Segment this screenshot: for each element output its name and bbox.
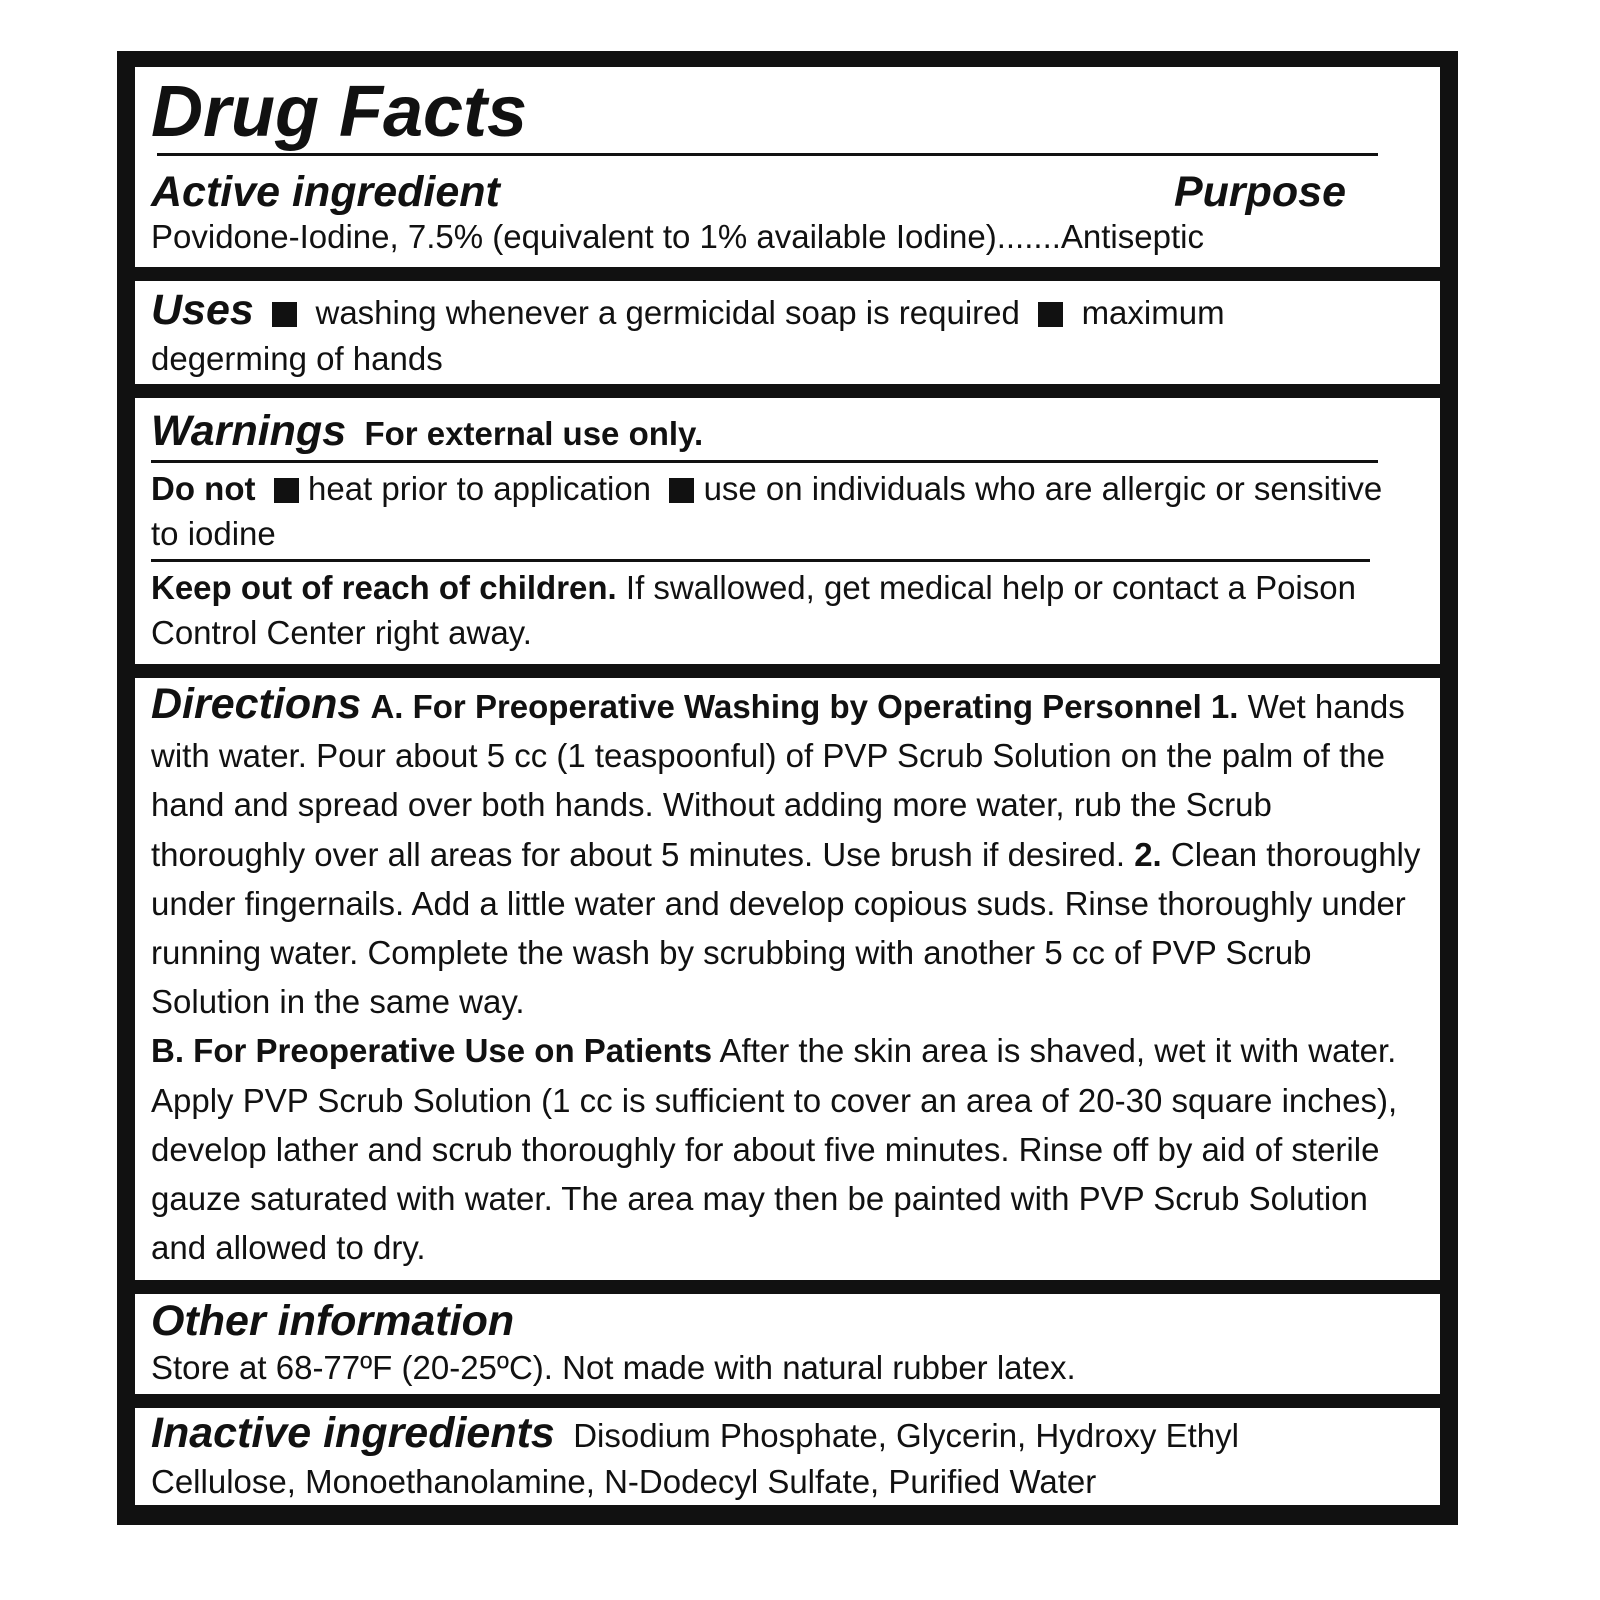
other-information-heading: Other information xyxy=(151,1297,515,1345)
label-title: Drug Facts xyxy=(151,72,528,152)
warnings-divider xyxy=(151,559,1370,562)
warnings-heading: Warnings xyxy=(151,407,347,455)
directions-text xyxy=(151,680,1422,1272)
step-number: 2. xyxy=(1134,835,1162,873)
active-ingredient-line: Povidone-Iodine, 7.5% (equivalent to 1% available Iodine).......Antiseptic xyxy=(151,218,1204,255)
bullet-square-icon xyxy=(1038,302,1063,327)
do-not-text xyxy=(151,466,1390,556)
keep-out-detail: If swallowed, get medical help or contact a Poison Control Center right away. xyxy=(151,569,1356,651)
bullet-square-icon xyxy=(669,478,694,503)
external-use-warning: For external use only. xyxy=(364,415,704,452)
inactive-ingredients-text xyxy=(151,1410,1380,1505)
warnings-panel xyxy=(135,398,1440,664)
uses-panel xyxy=(135,281,1440,384)
directions-panel xyxy=(135,678,1440,1280)
bullet-square-icon xyxy=(272,302,297,327)
inactive-ingredients-panel xyxy=(135,1408,1440,1505)
step-text: Wet hands with water. Pour about 5 cc (1 teaspoonful) of PVP Scrub Solution on the palm of the hand and spread over both hands. Without adding more water, rub the Scrub thoroughly over all areas for about 5 minutes. Use brush if desired. xyxy=(151,688,1405,873)
other-information-panel xyxy=(135,1294,1440,1394)
bullet-square-icon xyxy=(274,478,299,503)
active-ingredient-heading: Active ingredient xyxy=(151,168,500,216)
uses-item: maximum degerming of hands xyxy=(151,294,1225,377)
uses-item: washing whenever a germicidal soap is required xyxy=(315,294,1020,331)
active-ingredient-panel xyxy=(135,67,1440,267)
directions-b-text: After the skin area is shaved, wet it with water. Apply PVP Scrub Solution (1 cc is sufficient to cover an area of 20-30 square inches), develop lather and scrub thoroughly for about five minutes. Rinse off by aid of sterile gauze saturated with water. The area may then be painted with PVP Scrub Solution and allowed to dry. xyxy=(151,1032,1398,1267)
inactive-ingredients-heading: Inactive ingredients xyxy=(151,1409,555,1457)
step-text: Clean thoroughly under fingernails. Add a little water and develop copious suds. Rinse thoroughly under running water. Complete the wash by scrubbing with another 5 cc of PVP Scrub Solution in the same way. xyxy=(151,835,1421,1021)
directions-heading: Directions xyxy=(151,680,362,728)
directions-a-heading: A. For Preoperative Washing by Operating Personnel xyxy=(370,688,1202,725)
do-not-label: Do not xyxy=(151,470,256,507)
purpose-heading: Purpose xyxy=(1173,168,1346,216)
drug-facts-label xyxy=(117,51,1458,1525)
warnings-divider xyxy=(151,460,1378,463)
do-not-item: use on individuals who are allergic or sensitive to iodine xyxy=(151,470,1383,552)
do-not-item: heat prior to application xyxy=(307,470,652,507)
step-number: 1. xyxy=(1210,688,1239,725)
keep-out-text xyxy=(151,565,1380,655)
uses-heading: Uses xyxy=(151,286,254,334)
uses-text xyxy=(151,287,1380,382)
title-divider xyxy=(157,153,1378,156)
inactive-ingredients-list: Disodium Phosphate, Glycerin, Hydroxy Ethyl Cellulose, Monoethanolamine, N-Dodecyl Sulfate, Purified Water xyxy=(151,1417,1239,1500)
warnings-header xyxy=(151,406,703,459)
other-information-text: Store at 68-77ºF (20-25ºC). Not made with natural rubber latex. xyxy=(151,1349,1076,1386)
directions-b-heading: B. For Preoperative Use on Patients xyxy=(151,1032,713,1070)
keep-out-bold: Keep out of reach of children. xyxy=(151,569,617,606)
